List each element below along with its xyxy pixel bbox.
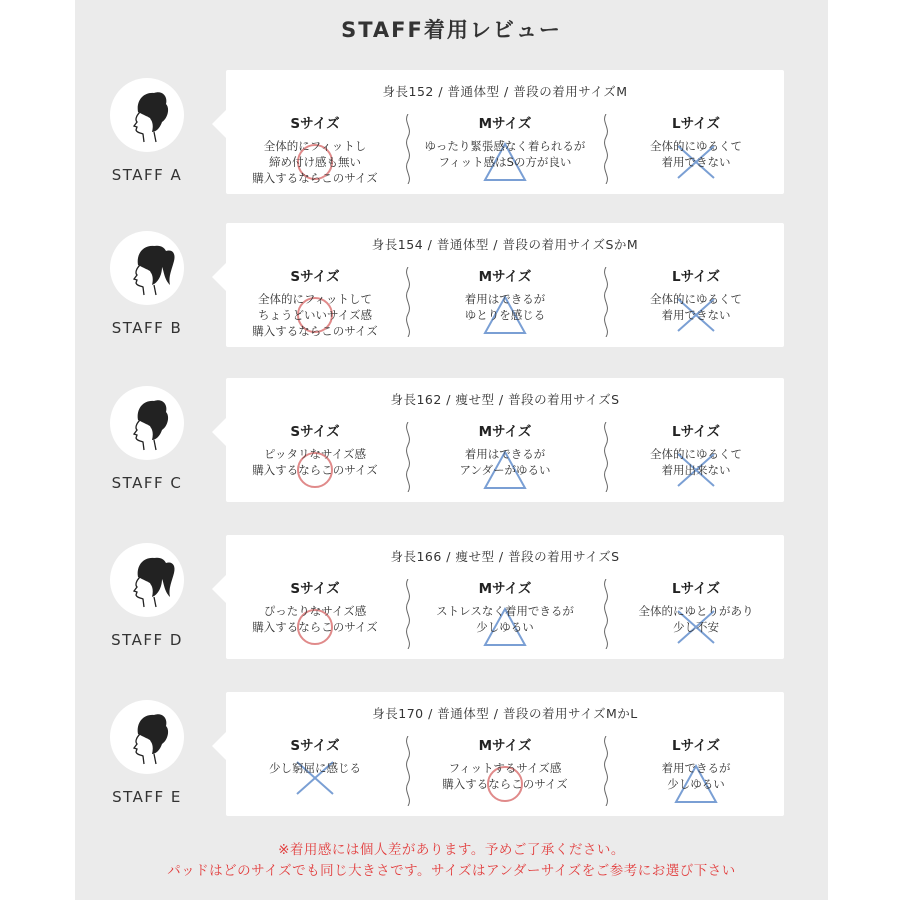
comment-line: 着用はできるが [464,447,546,461]
speech-pointer [212,575,226,603]
page-title: STAFF着用レビュー [341,18,562,42]
size-column-s [226,112,404,188]
size-column-m [416,734,594,810]
size-heading: Sサイズ [290,269,340,285]
review-card [226,692,784,816]
size-heading: Mサイズ [478,116,532,132]
review-card [226,535,784,659]
review-card [226,378,784,502]
size-column-m [416,420,594,496]
staff-label: STAFF D [111,631,183,649]
staff-spec: 身長162 / 痩せ型 / 普段の着用サイズS [390,392,620,407]
size-column-l [611,577,781,653]
staff-label: STAFF B [111,319,183,337]
staff-label: STAFF E [112,788,182,806]
staff-avatar-icon [110,543,184,617]
comment-line: 購入するならこのサイズ [442,777,568,791]
staff-avatar-icon [110,386,184,460]
staff-spec: 身長154 / 普通体型 / 普段の着用サイズSかM [371,237,639,252]
size-comment [611,603,781,635]
comment-line: 購入するならこのサイズ [252,324,378,338]
size-column-s [226,577,404,653]
comment-line: 着用できない [661,155,731,169]
comment-line: アンダーがゆるい [459,463,551,477]
note-line-2: パッドはどのサイズでも同じ大きさです。サイズはアンダーサイズをご参考にお選び下さい [167,863,736,879]
size-heading: Lサイズ [671,581,721,597]
size-heading: Lサイズ [671,269,721,285]
staff-label: STAFF C [111,474,183,492]
staff-spec: 身長152 / 普通体型 / 普段の着用サイズM [382,84,628,99]
comment-line: 購入するならこのサイズ [252,620,378,634]
size-comment [611,446,781,478]
speech-pointer [212,263,226,291]
staff-avatar-icon [110,78,184,152]
staff-row [75,378,828,508]
comment-line: 着用出来ない [661,463,731,477]
comment-line: 全体的にゆるくて [650,139,742,153]
size-heading: Mサイズ [478,738,532,754]
comment-line: ゆったり緊張感なく着られるが [424,139,586,153]
size-column-m [416,577,594,653]
comment-line: 全体的にゆるくて [650,292,742,306]
size-comment [226,760,404,776]
comment-line: 購入するならこのサイズ [252,171,378,185]
review-card [226,223,784,347]
size-heading: Mサイズ [478,269,532,285]
staff-row [75,692,828,822]
comment-line: ピッタリなサイズ感 [263,447,367,461]
size-comment [226,138,404,186]
size-heading: Sサイズ [290,424,340,440]
speech-pointer [212,110,226,138]
size-heading: Lサイズ [671,738,721,754]
size-comment [226,446,404,478]
comment-line: フィット感はSの方が良い [438,155,572,169]
staff-row [75,70,828,200]
review-card [226,70,784,194]
staff-spec: 身長166 / 痩せ型 / 普段の着用サイズS [390,549,620,564]
staff-spec: 身長170 / 普通体型 / 普段の着用サイズMかL [372,706,638,721]
size-comment [416,138,594,170]
size-column-l [611,734,781,810]
note-line-1: ※着用感には個人差があります。予めご了承ください。 [278,842,625,858]
size-column-m [416,265,594,341]
staff-label: STAFF A [111,166,183,184]
size-comment [416,446,594,478]
comment-line: 全体的にフィットし [263,139,367,153]
size-comment [416,603,594,635]
comment-line: ぴったりなサイズ感 [263,604,367,618]
size-comment [611,760,781,792]
size-column-m [416,112,594,188]
size-column-s [226,420,404,496]
size-comment [611,138,781,170]
size-column-s [226,265,404,341]
size-comment [611,291,781,323]
comment-line: 少しゆるい [476,620,534,634]
size-column-l [611,265,781,341]
size-heading: Lサイズ [671,424,721,440]
review-panel [75,0,828,900]
size-comment [416,760,594,792]
comment-line: 着用できるが [661,761,731,775]
size-comment [226,603,404,635]
comment-line: 全体的にフィットして [257,292,373,306]
size-heading: Mサイズ [478,424,532,440]
size-column-l [611,112,781,188]
size-comment [226,291,404,339]
speech-pointer [212,418,226,446]
size-heading: Sサイズ [290,581,340,597]
staff-avatar-icon [110,700,184,774]
comment-line: 少し不安 [673,620,719,634]
comment-line: ゆとりを感じる [464,308,546,322]
size-comment [416,291,594,323]
speech-pointer [212,732,226,760]
comment-line: ちょうどいいサイズ感 [257,308,373,322]
size-heading: Sサイズ [290,738,340,754]
staff-row [75,535,828,665]
size-heading: Sサイズ [290,116,340,132]
size-column-s [226,734,404,810]
comment-line: 締め付け感も無い [269,155,361,169]
comment-line: 少しゆるい [667,777,725,791]
comment-line: 全体的にゆとりがあり [638,604,754,618]
staff-avatar-icon [110,231,184,305]
comment-line: 購入するならこのサイズ [252,463,378,477]
comment-line: ストレスなく着用できるが [436,604,574,618]
comment-line: 着用はできるが [464,292,546,306]
staff-row [75,223,828,353]
size-heading: Mサイズ [478,581,532,597]
comment-line: 着用できない [661,308,731,322]
comment-line: 少し窮屈に感じる [269,761,361,775]
size-column-l [611,420,781,496]
comment-line: フィットするサイズ感 [448,761,562,775]
comment-line: 全体的にゆるくて [650,447,742,461]
size-heading: Lサイズ [671,116,721,132]
